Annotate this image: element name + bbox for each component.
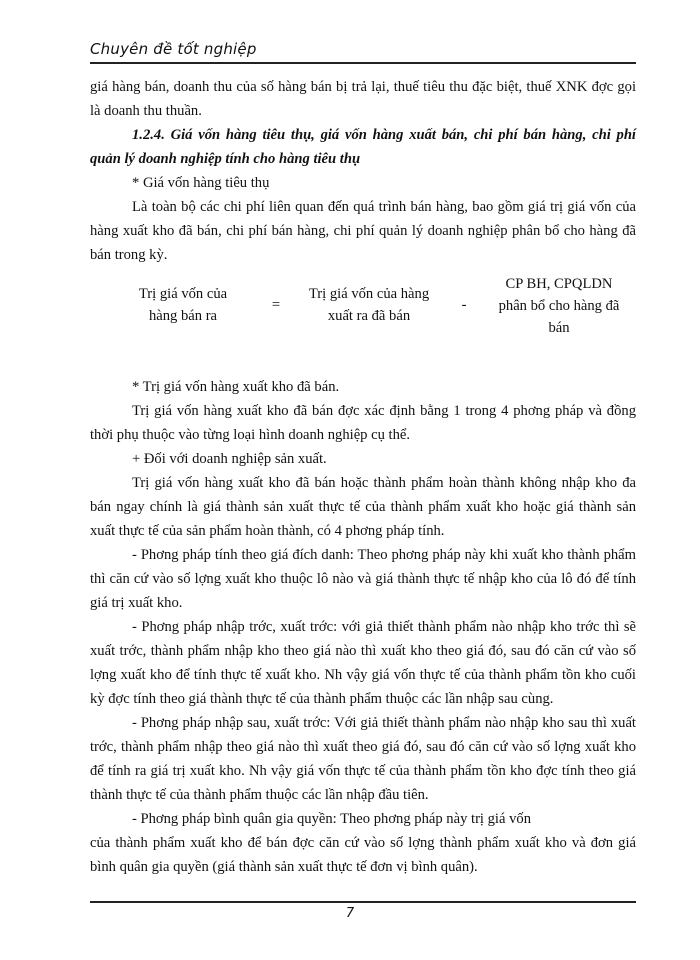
formula-lhs	[108, 273, 258, 327]
formula-text: bán	[548, 320, 570, 336]
paragraph: Là toàn bộ các chi phí liên quan đến quá trình bán hàng, bao gồm giá trị giá vốn của hàng xuất kho đã bán, chi phí bán hàng, chi phí quản lý doanh nghiệp phân bổ cho hàng đã bán trong kỳ.	[90, 199, 636, 263]
paragraph: Trị giá vốn hàng xuất kho đã bán đợc xác định bằng 1 trong 4 phơng pháp và đồng thời phụ thuộc vào từng loại hình doanh nghiệp cụ thể.	[90, 403, 636, 443]
paragraph: - Phơng pháp tính theo giá đích danh: Theo phơng pháp này khi xuất kho thành phẩm thì căn cứ vào số lợng xuất kho thuộc lô nào và giá thành thực tế nhập kho của lô đó để tính giá trị xuất kho.	[90, 547, 636, 611]
footer-rule	[90, 901, 636, 903]
paragraph: * Giá vốn hàng tiêu thụ	[132, 175, 270, 191]
paragraph: - Phơng pháp bình quân gia quyền: Theo phơng pháp này trị giá vốn	[132, 811, 531, 827]
formula-text: Trị giá vốn của	[138, 286, 228, 302]
paragraph: + Đối với doanh nghiệp sản xuất.	[132, 451, 327, 467]
paragraph: - Phơng pháp nhập trớc, xuất trớc: với giả thiết thành phẩm nào nhập kho trớc thì sẽ xuất trớc, thành phẩm nhập kho theo giá nào thì xuất kho theo giá đó, sau đó căn cứ vào số lợng xuất kho để tính thực tế xuất kho. Nh vậy giá vốn thực tế của thành phẩm tồn kho cuối kỳ đợc tính theo giá thành thực tế của thành phẩm thuộc các lần nhập sau cùng.	[90, 619, 636, 707]
paragraph: - Phơng pháp nhập sau, xuất trớc: Với giả thiết thành phẩm nào nhập kho sau thì xuất trớc, thành phẩm nhập theo giá nào thì xuất theo giá đó, sau đó căn cứ vào số lợng xuất kho để tính ra giá trị xuất kho. Nh vậy giá vốn thực tế của thành phẩm tồn kho đợc tính theo giá thành thực tế của thành phẩm thuộc các lần nhập đầu tiên.	[90, 715, 636, 803]
paragraph: * Trị giá vốn hàng xuất kho đã bán.	[132, 379, 340, 395]
paragraph: Trị giá vốn hàng xuất kho đã bán hoặc thành phẩm hoàn thành không nhập kho đa bán ngay chính là giá thành sản xuất thực tế của thành phẩm xuất kho hoặc giá thành sản xuất thực tế của sản phẩm hoàn thành, có 4 phơng pháp tính.	[90, 475, 636, 539]
document-body	[90, 75, 636, 879]
paragraph: của thành phẩm xuất kho để bán đợc căn cứ vào số lợng thành phẩm xuất kho và đơn giá bình quân gia quyền (giá thành sản xuất thực tế đơn vị bình quân).	[90, 835, 636, 875]
formula-text: phân bổ cho hàng đã	[498, 298, 620, 314]
header-title: Chuyên đề tốt nghiệp	[90, 40, 257, 58]
formula-text: hàng bán ra	[148, 308, 218, 324]
formula-text: CP BH, CPQLDN	[505, 276, 613, 292]
formula-minus: -	[461, 297, 467, 313]
formula-text: xuất ra đã bán	[327, 308, 411, 324]
formula-term2	[484, 273, 634, 339]
formula-term1	[294, 273, 444, 327]
paragraph: giá hàng bán, doanh thu của số hàng bán bị trả lại, thuế tiêu thu đặc biệt, thuế XNK đợc gọi là doanh thu thuần.	[90, 79, 636, 119]
formula-text: Trị giá vốn của hàng	[308, 286, 430, 302]
page-header	[90, 38, 636, 64]
formula-equals: =	[271, 297, 281, 313]
section-heading: 1.2.4. Giá vốn hàng tiêu thụ, giá vốn hàng xuất bán, chi phí bán hàng, chi phí quản lý doanh nghiệp tính cho hàng tiêu thụ	[90, 127, 636, 167]
page-number: 7	[345, 906, 355, 921]
cost-formula	[90, 273, 636, 353]
spacer	[90, 353, 636, 375]
